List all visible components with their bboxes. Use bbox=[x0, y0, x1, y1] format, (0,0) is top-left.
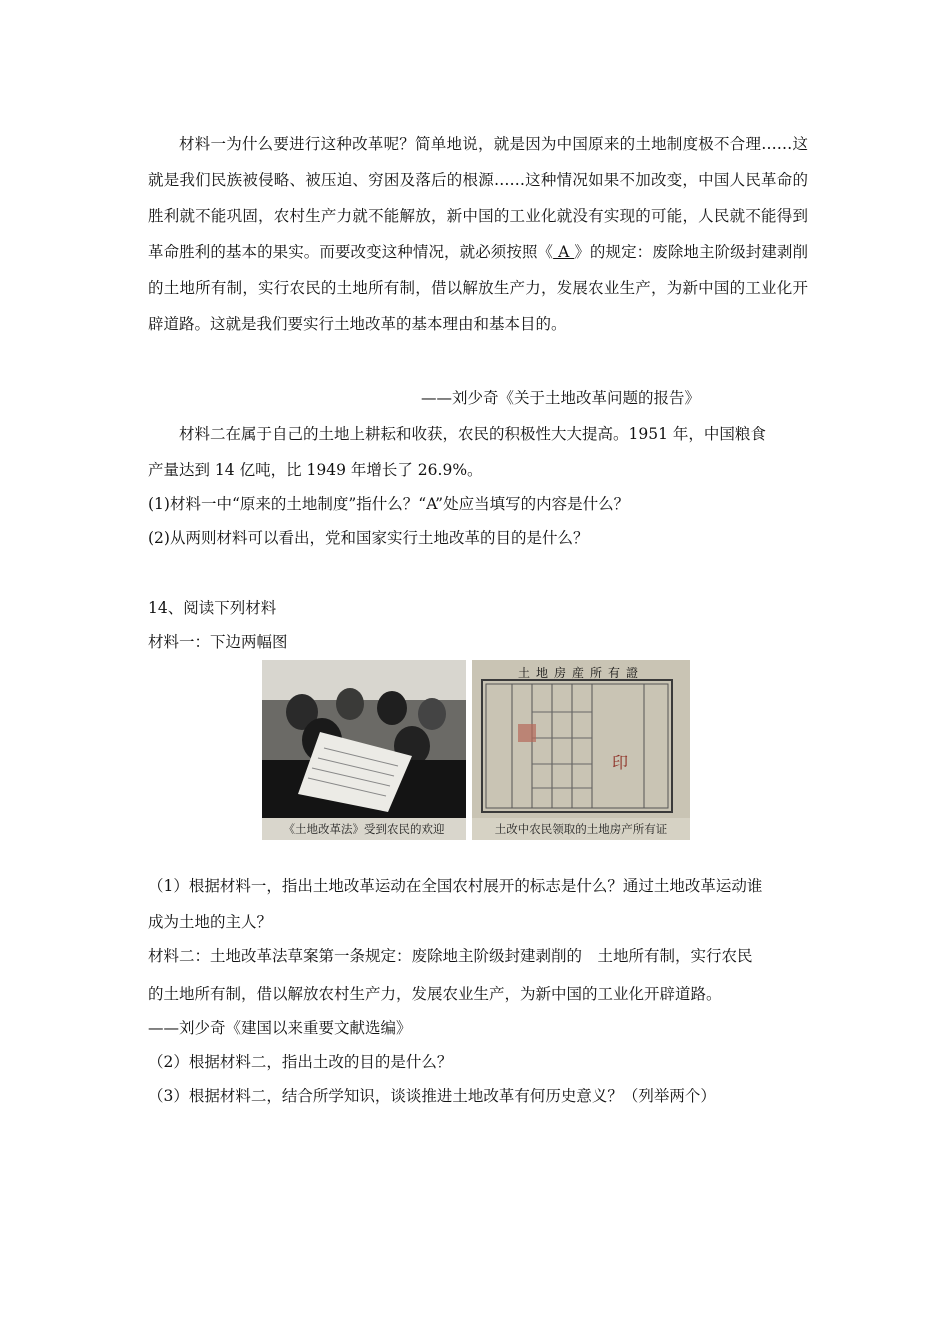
material-one-photos bbox=[262, 660, 690, 840]
q14-question-3: （3）根据材料二，结合所学知识，谈谈推进土地改革有何历史意义？（列举两个） bbox=[148, 1087, 716, 1105]
material-one-paragraph bbox=[148, 126, 808, 342]
certificate-title: 土地房産所有證 bbox=[517, 666, 644, 680]
photo-left-caption: 《土地改革法》受到农民的欢迎 bbox=[283, 822, 445, 836]
land-certificate-image bbox=[472, 660, 690, 818]
q14-title: 14、阅读下列材料 bbox=[148, 599, 277, 617]
material-one-source: ——刘少奇《关于土地改革问题的报告》 bbox=[421, 389, 701, 407]
material-one-text-before: 材料一为什么要进行这种改革呢？简单地说，就是因为中国原来的土地制度极不合理……这就是我们民族被侵略、被压迫、穷困及落后的根源……这种情况如果不加改变，中国人民革命的胜利就不能巩固，农村生产力就不能解放，新中国的工业化就没有实现的可能，人民就不能得到革命胜利的基本的果实。而要改变这种情况，就必须按照《 bbox=[148, 135, 808, 261]
blank-a: A bbox=[553, 243, 575, 261]
material-two-line-1: 材料二在属于自己的土地上耕耘和收获，农民的积极性大大提高。1951 年，中国粮食 bbox=[179, 425, 766, 443]
q13-question-2: (2)从两则材料可以看出，党和国家实行土地改革的目的是什么？ bbox=[148, 529, 589, 547]
material-two-line-2: 产量达到 14 亿吨，比 1949 年增长了 26.9%。 bbox=[148, 461, 483, 479]
q14-material-two-source: ——刘少奇《建国以来重要文献选编》 bbox=[148, 1019, 412, 1037]
photo-peasants-reading-law bbox=[262, 660, 466, 840]
q14-question-2: （2）根据材料二，指出土改的目的是什么？ bbox=[148, 1053, 453, 1071]
q14-question-1-line-1: （1）根据材料一，指出土地改革运动在全国农村展开的标志是什么？通过土地改革运动谁 bbox=[148, 877, 763, 895]
q14-material-two-line-2: 的土地所有制，借以解放农村生产力，发展农业生产，为新中国的工业化开辟道路。 bbox=[148, 985, 722, 1003]
q14-question-1-line-2: 成为土地的主人？ bbox=[148, 913, 273, 931]
q14-material-one-label: 材料一：下边两幅图 bbox=[148, 633, 288, 651]
photo-land-certificate bbox=[472, 660, 690, 840]
photo-right-caption: 土改中农民领取的土地房产所有证 bbox=[494, 822, 668, 836]
q13-question-1: (1)材料一中“原来的土地制度”指什么？“A”处应当填写的内容是什么？ bbox=[148, 495, 630, 513]
material-one-text-after: 》的规定：废除地主阶级封建剥削的土地所有制，实行农民的土地所有制，借以解放生产力，发展农业生产，为新中国的工业化开辟道路。这就是我们要实行土地改革的基本理由和基本目的。 bbox=[148, 243, 808, 333]
svg-text:印: 印 bbox=[612, 753, 629, 772]
q14-material-two-line-1: 材料二：土地改革法草案第一条规定：废除地主阶级封建剥削的 土地所有制，实行农民 bbox=[148, 947, 753, 965]
peasants-photo-image bbox=[262, 660, 466, 818]
